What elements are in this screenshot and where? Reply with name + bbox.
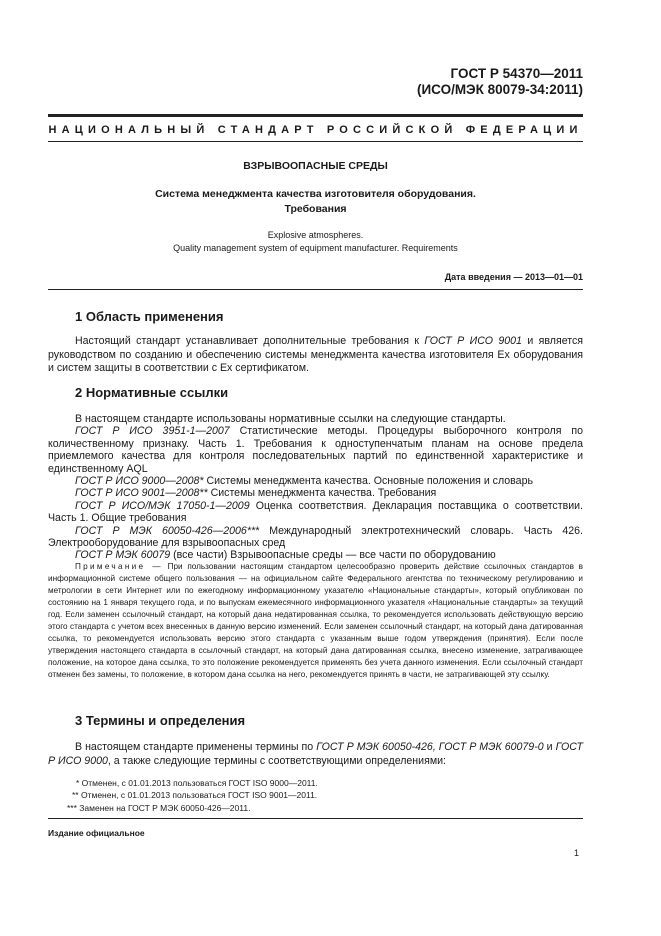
note-text: При пользовании настоящим стандартом целесообразно проверить действие ссылочных стандартов в информационной системе общего пользования — на официальном сайте Федерального агентства по техническому регулированию и метрологии в сети Интернет или по ежегодному информационному указателю «Национальные стандарты», который опубликован по состоянию на 1 января текущего года, и по выпускам ежемесячного информационного указателя «Национальные стандарты» за текущий год. Если заменен ссылочный стандарт, на который дана недатированная ссылка, то рекомендуется использовать действующую версию этого стандарта с учетом всех внесенных в данную версию изменений. Если заменен ссылочный стандарт, на который дана датированная ссылка, то рекомендуется использовать версию этого стандарта с указанным выше годом утверждения (принятия). Если после утверждения настоящего стандарта в ссылочный стандарт, на который дана датированная ссылка, внесено изменение, затрагивающее положение, на которое дана ссылка, то это положение рекомендуется применять без учета данного изменения. Если ссылочный стандарт отменен без замены, то положение, в котором дана ссылка на него, рекомендуется принять в части, не затрагивающей эту ссылку. (48, 562, 583, 679)
reference-title: Системы менеджмента качества. Основные положения и словарь (203, 475, 533, 488)
reference-title: Статистические методы. Процедуры выборочного контроля по количественному признаку. Часть 1. Требования к одноступенчатым планам на основе предела приемлемого качества для контроля последовательных партий по единственной характеристике и единственному AQL (48, 425, 583, 475)
normative-references (48, 413, 583, 562)
standard-code (417, 66, 583, 98)
document-title: ВЗРЫВООПАСНЫЕ СРЕДЫ (243, 160, 388, 172)
subtitle-line2: Требования (284, 203, 347, 215)
footnote: ** Отменен, с 01.01.2013 пользоваться ГОСТ ISO 9001—2011. (72, 790, 318, 801)
subtitle-line1: Система менеджмента качества изготовителя оборудования. (155, 188, 476, 200)
s1-ref: ГОСТ Р ИСО 9001 (424, 335, 522, 347)
reference-code: ГОСТ Р МЭК 60079 (75, 549, 171, 562)
reference-code: ГОСТ Р ИСО 3951-1—2007 (75, 425, 230, 438)
footer-rule (48, 818, 583, 819)
document-subtitle (48, 187, 583, 217)
reference-item (48, 475, 583, 487)
footnote: *** Заменен на ГОСТ Р МЭК 60050-426—2011. (67, 802, 251, 813)
date-rule (48, 289, 583, 290)
national-standard-banner: НАЦИОНАЛЬНЫЙ СТАНДАРТ РОССИЙСКОЙ ФЕДЕРАЦИИ (48, 124, 583, 136)
page-number: 1 (573, 848, 579, 858)
english-title (48, 229, 583, 255)
reference-title: (все части) Взрывоопасные среды — все части по оборудованию (170, 549, 496, 562)
reference-title: Системы менеджмента качества. Требования (207, 487, 437, 500)
reference-item (48, 500, 583, 525)
introduction-date: Дата введения — 2013—01—01 (444, 272, 583, 282)
standard-code-line2: (ИСО/МЭК 80079-34:2011) (416, 82, 583, 97)
section-3-heading: 3 Термины и определения (75, 713, 246, 728)
s3-text-a: В настоящем стандарте применены термины по (75, 741, 317, 753)
reference-code: ГОСТ Р МЭК 60050-426—2006*** (75, 524, 260, 537)
reference-code: ГОСТ Р ИСО/МЭК 17050-1—2009 (75, 499, 250, 512)
reference-title: Международный электротехнический словарь. Часть 426. Электрооборудование для взрывоопасных сред (48, 524, 583, 550)
reference-item (48, 525, 583, 550)
s3-ref-2: ГОСТ Р ИСО 9000 (48, 741, 583, 767)
header-rule-thin (48, 141, 583, 142)
reference-item (48, 487, 583, 499)
edition-label: Издание официальное (48, 828, 145, 838)
footnotes (48, 777, 583, 814)
footnote: * Отменен, с 01.01.2013 пользоваться ГОСТ ISO 9000—2011. (76, 778, 318, 788)
note-lead: Примечание — (75, 562, 163, 571)
s3-ref-1: ГОСТ Р МЭК 60050-426, ГОСТ Р МЭК 60079-0 (316, 741, 544, 753)
s3-text-c: , а также следующие термины с соответствующими определениями: (107, 754, 446, 767)
references-intro: В настоящем стандарте использованы нормативные ссылки на следующие стандарты. (75, 413, 506, 425)
s1-text-a: Настоящий стандарт устанавливает дополнительные требования к (75, 335, 425, 347)
english-title-line1: Explosive atmospheres. (267, 230, 364, 240)
references-note (48, 561, 583, 681)
s3-text-b: и (543, 741, 556, 753)
section-1-text (48, 335, 583, 376)
reference-code: ГОСТ Р ИСО 9000—2008* (75, 475, 204, 488)
reference-item (48, 425, 583, 475)
section-3-text (48, 741, 583, 768)
standard-code-line1: ГОСТ Р 54370—2011 (450, 66, 583, 81)
reference-title: Оценка соответствия. Декларация поставщика о соответствии. Часть 1. Общие требования (48, 499, 583, 525)
reference-code: ГОСТ Р ИСО 9001—2008** (75, 487, 208, 500)
section-2-heading: 2 Нормативные ссылки (75, 385, 229, 400)
english-title-line2: Quality management system of equipment manufacturer. Requirements (173, 243, 458, 253)
section-1-heading: 1 Область применения (75, 309, 224, 324)
reference-item (48, 549, 583, 561)
s1-text-b: и является руководством по созданию и обеспечению системы менеджмента качества изготовителя Ех оборудования и систем защиты в соответствии с Ех сертификатом. (48, 335, 584, 375)
header-rule-thick (48, 114, 583, 117)
